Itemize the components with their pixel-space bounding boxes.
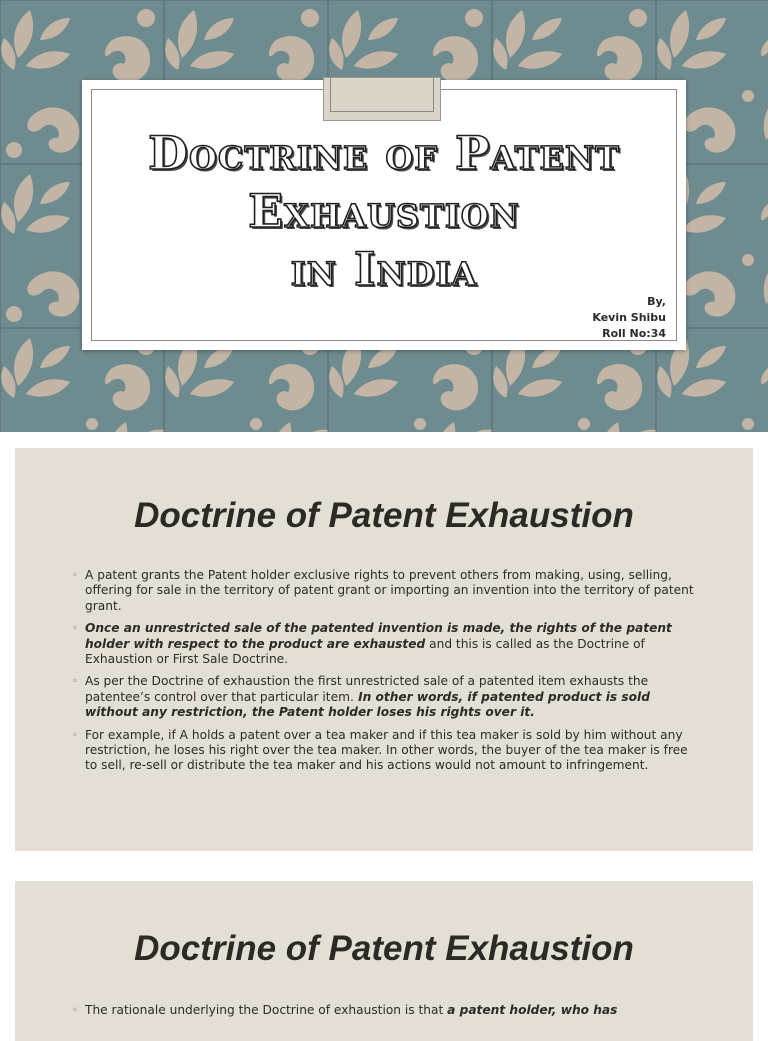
bullet-marker: ◦ xyxy=(72,729,78,741)
bullet-item xyxy=(72,1003,701,1018)
content-slide-2 xyxy=(15,881,753,1041)
title-card xyxy=(82,80,686,350)
emphasis-text: Once an unrestricted sale of the patented invention is made, the rights of the patent holder with respect to the product are exhausted xyxy=(85,621,672,651)
bullet-item xyxy=(72,728,701,774)
bullet-list xyxy=(72,1003,701,1025)
body-text: and this is called as the Doctrine of Exhaustion or First Sale Doctrine. xyxy=(85,636,645,667)
body-text: As per the Doctrine of exhaustion the first unrestricted sale of a patented item exhausts the patentee’s control over that particular item. xyxy=(85,674,649,704)
author-name: Kevin Shibu xyxy=(592,311,666,324)
roll-number: Roll No:34 xyxy=(602,327,666,340)
title-card-tab xyxy=(323,77,441,121)
title-line: in India xyxy=(290,242,478,296)
bullet-marker: ◦ xyxy=(72,623,78,635)
bullet-marker: ◦ xyxy=(72,676,78,688)
emphasis-text: a patent holder, who has xyxy=(447,1003,618,1017)
body-text: The rationale underlying the Doctrine of exhaustion is that xyxy=(85,1003,448,1017)
body-text: A patent grants the Patent holder exclusive rights to prevent others from making, using, selling, offering for sale in the territory of patent grant or importing an invention into the territory of patent grant. xyxy=(85,568,694,613)
title-line: Exhaustion xyxy=(248,184,520,238)
bullet-marker: ◦ xyxy=(72,570,78,581)
bullet-item xyxy=(72,621,701,667)
author-byline xyxy=(592,294,666,342)
bullet-list xyxy=(72,568,701,781)
bullet-item xyxy=(72,568,701,614)
body-text: For example, if A holds a patent over a tea maker and if this tea maker is sold by him without any restriction, he loses his right over the tea maker. In other words, the buyer of the tea maker is free to sell, re-sell or distribute the tea maker and his actions would not amount to infringement. xyxy=(85,727,688,773)
bullet-item xyxy=(72,674,701,720)
slide-heading: Doctrine of Patent Exhaustion xyxy=(134,496,634,535)
presentation-title xyxy=(82,124,686,298)
bullet-marker: ◦ xyxy=(72,1005,78,1016)
byline-label: By, xyxy=(647,295,666,308)
content-slide-1 xyxy=(15,448,753,851)
title-line: Doctrine of Patent xyxy=(148,126,620,180)
slide-heading: Doctrine of Patent Exhaustion xyxy=(134,929,634,968)
title-slide xyxy=(0,0,768,432)
emphasis-text: In other words, if patented product is sold without any restriction, the Patent holder loses his rights over it. xyxy=(85,689,650,720)
